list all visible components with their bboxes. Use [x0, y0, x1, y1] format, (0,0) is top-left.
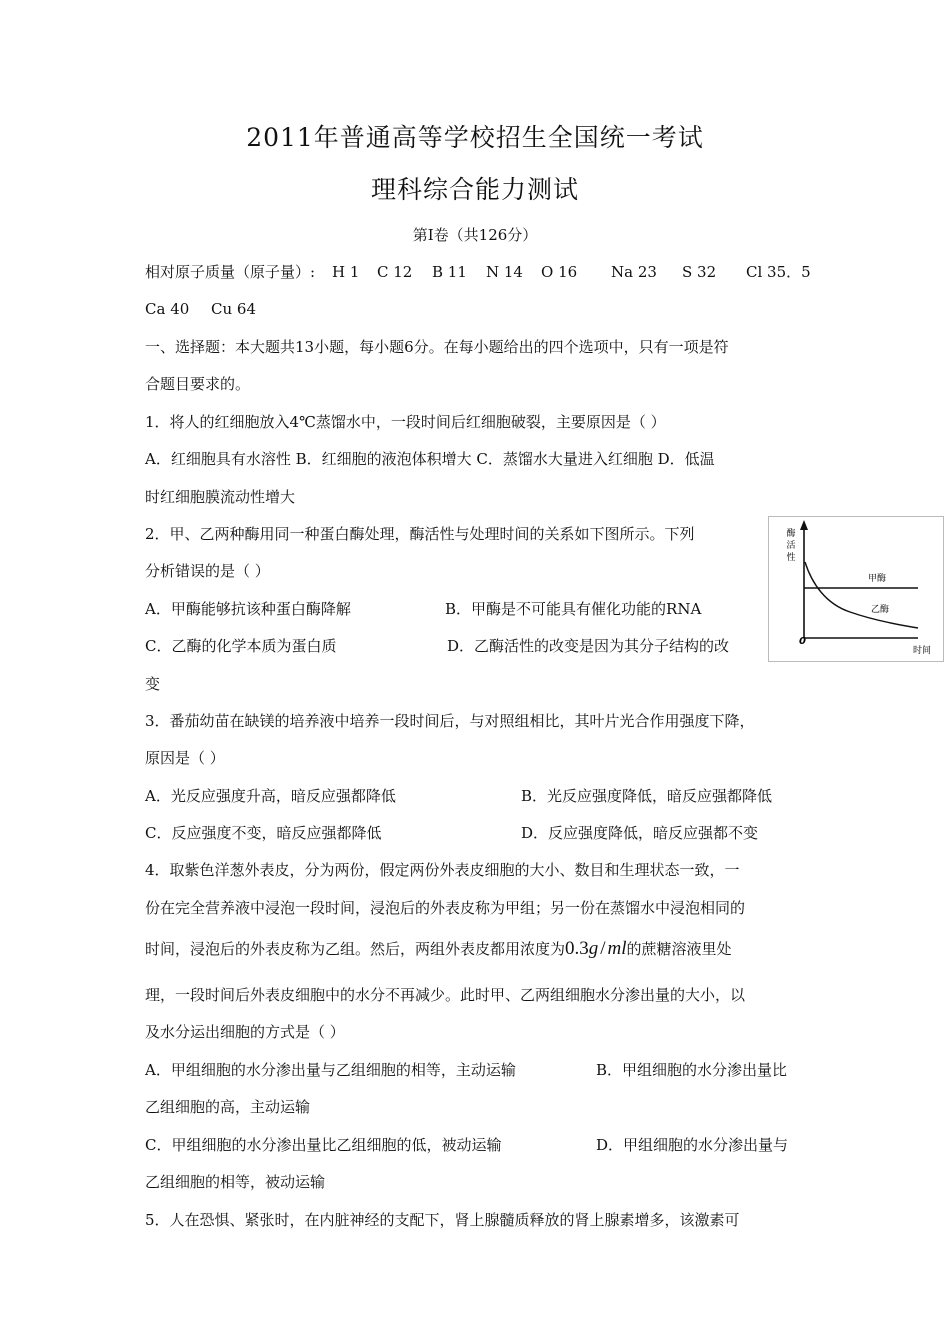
- origin-label: 0: [799, 636, 806, 647]
- atomic-mass-item: N 14: [486, 263, 523, 281]
- q4-stem-line-5: 及水分运出细胞的方式是（ ）: [145, 1023, 345, 1041]
- series-b-curve: [805, 562, 918, 628]
- q4-stem-line-3: [145, 939, 732, 959]
- q4-option-b-cont: 乙组细胞的高，主动运输: [145, 1098, 311, 1116]
- concentration-value: 0.3g / ml: [565, 938, 627, 959]
- q4-option-d: D．甲组细胞的水分渗出量与: [596, 1136, 789, 1154]
- q4-option-c: C．甲组细胞的水分渗出量比乙组细胞的低，被动运输: [145, 1136, 502, 1154]
- q2-option-c: C．乙酶的化学本质为蛋白质: [145, 637, 337, 655]
- q3-option-b: B．光反应强度降低，暗反应强都降低: [521, 787, 773, 805]
- atomic-mass-item: Ca 40: [145, 300, 190, 318]
- atomic-mass-item: O 16: [541, 263, 578, 281]
- series-b-label: 乙酶: [871, 605, 890, 615]
- q2-stem-cont: 分析错误的是（ ）: [145, 562, 270, 580]
- q4-option-b: B．甲组细胞的水分渗出量比: [596, 1061, 788, 1079]
- q1-options-cont: 时红细胞膜流动性增大: [145, 488, 296, 506]
- atomic-mass-item: S 32: [682, 263, 717, 281]
- section-instructions-cont: 合题目要求的。: [145, 375, 251, 393]
- q3-stem-cont: 原因是（ ）: [145, 749, 225, 767]
- q1-options: A．红细胞具有水溶性 B．红细胞的液泡体积增大 C．蒸馏水大量进入红细胞 D．低温: [145, 450, 715, 468]
- atomic-mass-item: Na 23: [611, 263, 657, 281]
- q2-option-d: D．乙酶活性的改变是因为其分子结构的改: [447, 637, 730, 655]
- exam-title: 2011年普通高等学校招生全国统一考试: [246, 123, 704, 152]
- y-axis-arrow-icon: [800, 520, 808, 530]
- series-a-label: 甲酶: [868, 574, 887, 584]
- q3-option-d: D．反应强度降低，暗反应强都不变: [521, 824, 759, 842]
- q4-stem-line-2: 份在完全营养液中浸泡一段时间，浸泡后的外表皮称为甲组；另一份在蒸馏水中浸泡相同的: [145, 899, 746, 917]
- q2-stem: 2．甲、乙两种酶用同一种蛋白酶处理，酶活性与处理时间的关系如下图所示。下列: [145, 525, 695, 543]
- q4-option-d-cont: 乙组细胞的相等，被动运输: [145, 1173, 326, 1191]
- atomic-mass-line: [145, 262, 815, 282]
- q2-option-d-cont: 变: [145, 675, 161, 693]
- q4-stem-text: 的蔗糖溶液里处: [626, 940, 732, 958]
- atomic-mass-item: B 11: [432, 263, 467, 281]
- y-axis-label-char: 活: [786, 541, 796, 551]
- q4-stem: 4．取紫色洋葱外表皮，分为两份，假定两份外表皮细胞的大小、数目和生理状态一致，一: [145, 861, 740, 879]
- exam-subtitle: 理科综合能力测试: [370, 175, 579, 204]
- q3-option-c: C．反应强度不变，暗反应强都降低: [145, 824, 382, 842]
- atomic-mass-line-2: [145, 299, 345, 319]
- enzyme-activity-graph: [768, 516, 944, 662]
- q4-option-a: A．甲组细胞的水分渗出量与乙组细胞的相等，主动运输: [145, 1061, 516, 1079]
- q2-option-b: B．甲酶是不可能具有催化功能的RNA: [445, 600, 702, 618]
- q3-option-a: A．光反应强度升高，暗反应强都降低: [145, 787, 396, 805]
- q3-stem: 3．番茄幼苗在缺镁的培养液中培养一段时间后，与对照组相比，其叶片光合作用强度下降，: [145, 712, 755, 730]
- atomic-mass-item: C 12: [377, 263, 413, 281]
- q2-option-a: A．甲酶能够抗该种蛋白酶降解: [145, 600, 351, 618]
- volume-heading: 第Ⅰ卷（共126分）: [412, 226, 538, 244]
- atomic-mass-item: Cu 64: [211, 300, 256, 318]
- q4-stem-line-4: 理，一段时间后外表皮细胞中的水分不再减少。此时甲、乙两组细胞水分渗出量的大小，以: [145, 986, 746, 1004]
- q1-stem: 1．将人的红细胞放入4℃蒸馏水中，一段时间后红细胞破裂，主要原因是（ ）: [145, 413, 666, 431]
- atomic-mass-item: Cl 35．5: [746, 263, 811, 281]
- section-instructions: 一、选择题：本大题共13小题，每小题6分。在每小题给出的四个选项中，只有一项是符: [145, 338, 729, 356]
- atomic-mass-label: 相对原子质量（原子量）:: [145, 263, 316, 281]
- y-axis-label-char: 酶: [786, 529, 796, 539]
- atomic-mass-item: H 1: [332, 263, 360, 281]
- q5-stem: 5．人在恐惧、紧张时，在内脏神经的支配下，肾上腺髓质释放的肾上腺素增多，该激素可: [145, 1211, 740, 1229]
- y-axis-label-char: 性: [786, 553, 796, 563]
- x-axis-label: 时间: [913, 646, 932, 656]
- q4-stem-text: 时间，浸泡后的外表皮称为乙组。然后，两组外表皮都用浓度为: [145, 940, 566, 958]
